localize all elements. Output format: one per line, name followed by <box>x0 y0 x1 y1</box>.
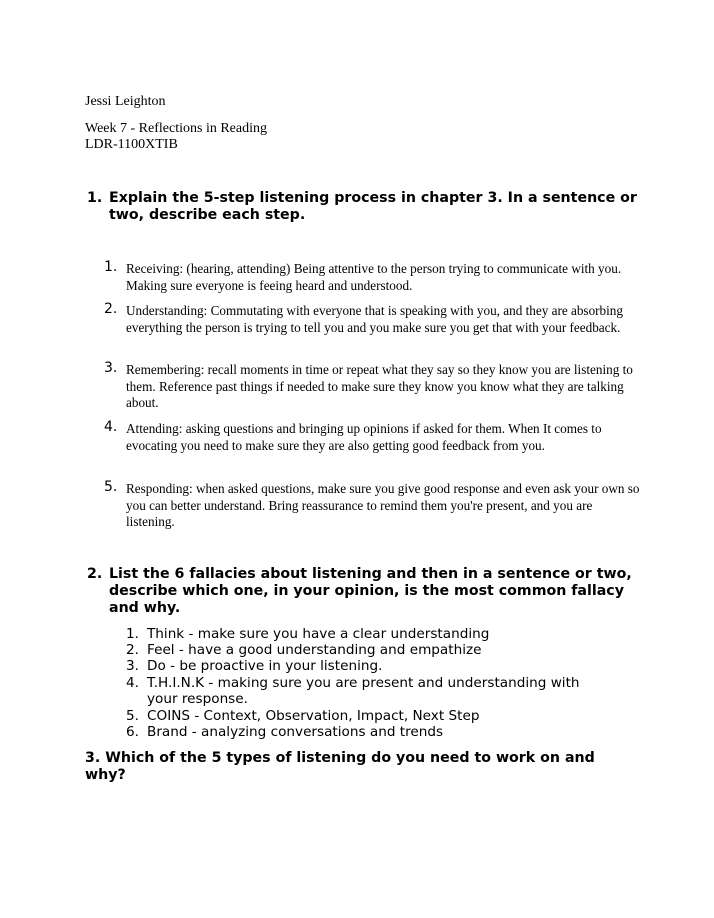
assignment-title: Week 7 - Reflections in Reading <box>85 121 267 136</box>
list-item <box>104 481 644 531</box>
question-text: List the 6 fallacies about listening and then in a sentence or two, describe which one, in your opinion, is the most common fallacy and why. <box>109 566 632 616</box>
question-text: Explain the 5-step listening process in chapter 3. In a sentence or two, describe each step. <box>109 190 637 223</box>
list-item-text: T.H.I.N.K - making sure you are present and understanding with your response. <box>147 675 580 708</box>
list-item <box>126 658 606 674</box>
list-item <box>126 675 606 708</box>
list-item-number: 4. <box>104 419 118 435</box>
list-item-text: Receiving: (hearing, attending) Being attentive to the person trying to communicate with you. Making sure everyone is feeing heard and understood. <box>126 261 622 293</box>
list-item <box>104 303 644 353</box>
list-item-text: Do - be proactive in your listening. <box>147 658 383 674</box>
list-item-text: Understanding: Commutating with everyone that is speaking with you, and they are absorbing everything the person is trying to tell you and you make sure you get that with your feedback. <box>126 303 623 335</box>
list-item-text: Brand - analyzing conversations and trends <box>147 724 444 740</box>
list-item-number: 5. <box>126 708 139 724</box>
list-item-number: 2. <box>126 642 139 658</box>
list-item <box>126 708 606 724</box>
question-number: 1. <box>87 190 103 206</box>
list-item-number: 3. <box>126 658 139 674</box>
question-3: 3. Which of the 5 types of listening do you need to work on and why? <box>85 750 595 783</box>
course-code: LDR-1100XTIB <box>85 137 178 152</box>
question-2-answers <box>126 626 606 741</box>
list-item <box>126 724 606 740</box>
list-item <box>104 421 644 455</box>
list-item-number: 1. <box>104 259 118 275</box>
list-item-number: 1. <box>126 626 139 642</box>
list-item-text: Think - make sure you have a clear understanding <box>147 626 490 642</box>
list-item-number: 5. <box>104 479 118 495</box>
list-item-text: COINS - Context, Observation, Impact, Next Step <box>147 708 480 724</box>
list-item-number: 6. <box>126 724 139 740</box>
list-item <box>126 642 606 658</box>
list-item-text: Responding: when asked questions, make sure you give good response and even ask your own so you can better understand. Bring reassurance to remind them you're present, and you are listening. <box>126 481 640 529</box>
list-item <box>104 362 644 412</box>
list-item-number: 2. <box>104 301 118 317</box>
list-item-text: Feel - have a good understanding and empathize <box>147 642 482 658</box>
question-number: 2. <box>87 566 103 582</box>
author-name: Jessi Leighton <box>85 94 166 109</box>
list-item <box>104 261 644 295</box>
list-item-text: Remembering: recall moments in time or repeat what they say so they know you are listening to them. Reference past things if needed to make sure they know you know what they are talking about. <box>126 362 633 410</box>
list-item-number: 4. <box>126 675 139 691</box>
question-2 <box>87 566 647 618</box>
question-1-answers <box>104 261 644 531</box>
question-1 <box>87 190 647 230</box>
list-item <box>126 626 606 642</box>
list-item-text: Attending: asking questions and bringing up opinions if asked for them. When It comes to evocating you need to make sure they are also getting good feedback from you. <box>126 421 602 453</box>
list-item-number: 3. <box>104 360 118 376</box>
